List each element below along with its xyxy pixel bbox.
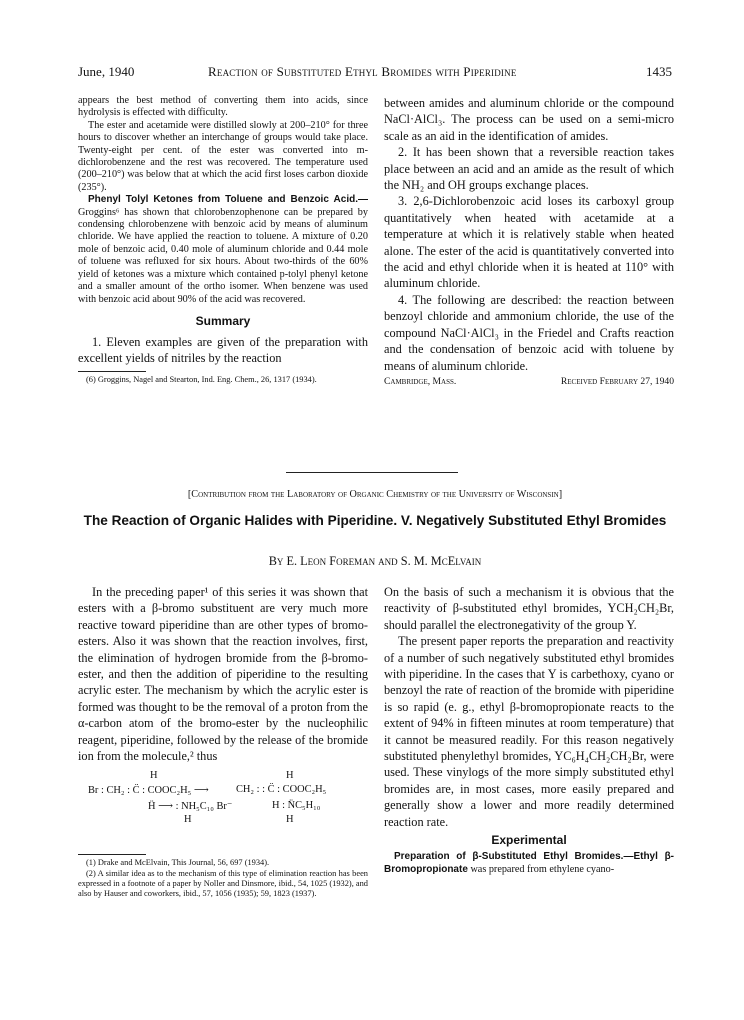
eq-h-top: H [150, 770, 158, 782]
summary-heading: Summary [195, 313, 251, 328]
contribution-line: [Contribution from the Laboratory of Organic Chemistry of the University of Wisconsin] [187, 489, 563, 500]
paragraph-body: was prepared from ethylene cyano- [470, 863, 615, 875]
lower-right-column [384, 584, 674, 876]
reaction-equation [78, 770, 368, 850]
eq-product: CH₂ : : C̈ : COOC₂H₅ [236, 784, 327, 796]
running-header [78, 64, 672, 80]
paragraph-lead: Phenyl Tolyl Ketones from Toluene and Benzoic Acid.— [88, 194, 368, 206]
paragraph: appears the best method of converting them into acids, since hydrolysis is effected with difficulty. [78, 95, 368, 119]
eq-h-bottom: H [286, 814, 294, 826]
article-title: The Reaction of Organic Halides with Piperidine. V. Negatively Substituted Ethyl Bromides [83, 513, 667, 528]
paragraph-lead: Preparation of β-Substituted Ethyl Bromides.—Ethyl β-Bromopropionate [384, 851, 674, 875]
footnote: (2) A similar idea as to the mechanism of this type of elimination reaction has been expressed in a footnote of a paper by Noller and Dinsmore, ibid., 54, 1025 (1932), and also by Hauser and coworkers, ibid., 57, 1056 (1935); 59, 1823 (1937). [78, 868, 368, 899]
footnote-rule [78, 854, 146, 855]
header-title: Reaction of Substituted Ethyl Bromides with Piperidine [208, 64, 517, 79]
summary-item: 4. The following are described: the reaction between benzoyl chloride and ammonium chloride, the use of the compound NaCl·AlCl₃ in the Friedel and Crafts reaction and the condensation of benzoic acid with toluene by means of aluminum chloride. [384, 292, 674, 373]
lower-left-column [78, 584, 368, 899]
eq-base: Ḧ ⟶ : NH₅C₁₀ Br⁻ [148, 801, 233, 813]
signature-line [384, 376, 674, 388]
eq-ammonium: H : N̈C₅H₁₀ [272, 800, 321, 812]
summary-item: 2. It has been shown that a reversible reaction takes place between an acid and an amide as the result of which the NH₂ and OH groups exchange places. [384, 145, 674, 193]
article-authors: By E. Leon Foreman and S. M. McElvain [268, 554, 482, 568]
upper-right-column [384, 95, 674, 388]
summary-item: between amides and aluminum chloride or the compound NaCl·AlCl₃. The process can be used on a semi-micro scale as an aid in the identification of amides. [384, 96, 674, 143]
header-date: June, 1940 [78, 64, 135, 79]
footnote: (6) Groggins, Nagel and Stearton, Ind. Eng. Chem., 26, 1317 (1934). [86, 374, 317, 384]
experimental-heading: Experimental [491, 833, 567, 848]
eq-h-bottom: H [184, 814, 192, 826]
upper-left-column [78, 95, 368, 385]
paragraph [384, 851, 674, 876]
summary-item: 3. 2,6-Dichlorobenzoic acid loses its carboxyl group quantitatively when heated with acetamide at a temperature at which it is relatively stable when heated alone. The ester of the acid is quantitatively converted into the acid and ethyl chloride when it is heated at 110° with aluminum chloride. [384, 194, 674, 291]
paragraph: The present paper reports the preparation and reactivity of a number of such negatively substituted ethyl bromides with piperidine. In the cases that Y is carbethoxy, cyano or benzoyl the rate of reaction of the bromide with piperidine is so rapid (e. g., ethyl β-bromopropionate reacts to the extent of 94% in fifteen minutes at room temperature) that it cannot be measured readily. For this reason negatively substituted phenylethyl bromides, YC₆H₄CH₂CH₂Br, were used. These vinylogs of the more simply substituted ethyl bromides are, in most cases, more easily prepared and generally show a lower and more readily determined reaction rate. [384, 634, 674, 829]
paragraph-body: Groggins⁶ has shown that chlorobenzophenone can be prepared by condensing chlorobenzene with benzoic acid by means of aluminum chloride. We have applied the reaction to toluene. A mixture of 0.20 mole of benzoic acid, 0.40 mole of aluminum chloride and 0.44 mole of toluene was refluxed for six hours. About two-thirds of the 60% yield of ketones was a mixture which contained p-tolyl phenyl ketone and a smaller amount of the ortho isomer. When benzene was used with benzoic acid about 90% of the acid was recovered. [78, 206, 368, 305]
summary-item: 1. Eleven examples are given of the preparation with excellent yields of nitriles by the reaction [78, 334, 368, 366]
paragraph: In the preceding paper¹ of this series it was shown that esters with a β-bromo substituent are very much more reactive toward piperidine than are other types of bromo-esters. Also it was shown that the reaction involves, first, the elimination of hydrogen bromide from the β-bromo-ester, and then the addition of piperidine to the resulting acrylic ester. The mechanism by which the acrylic ester is formed was thought to be the removal of a proton from the α-carbon atom of the bromo-ester by the nucleophilic reagent, piperidine, followed by the release of the bromide ion from the molecule,² thus [78, 585, 368, 764]
page-number: 1435 [646, 64, 672, 79]
paragraph [78, 194, 368, 306]
section-divider [286, 472, 458, 473]
signature-place: Cambridge, Mass. [384, 375, 457, 387]
signature-received: Received February 27, 1940 [560, 375, 674, 387]
eq-reactant: Br : CH₂ : C̈ : COOC₂H₅ ⟶ [88, 785, 209, 797]
paragraph: On the basis of such a mechanism it is obvious that the reactivity of β-substituted ethyl bromides, YCH₂CH₂Br, should parallel the electronegativity of the group Y. [384, 585, 674, 632]
footnote: (1) Drake and McElvain, This Journal, 56, 697 (1934). [86, 858, 270, 868]
footnote-rule [78, 371, 146, 372]
eq-h-top: H [286, 770, 294, 782]
paragraph: The ester and acetamide were distilled slowly at 200–210° for three hours to discover whether an interchange of groups would take place. Twenty-eight per cent. of the ester was converted into m-dichlorobenzene and the rest was recovered. The temperature used (200–210°) was below that at which the acid first loses carbon dioxide (235°). [78, 119, 368, 193]
